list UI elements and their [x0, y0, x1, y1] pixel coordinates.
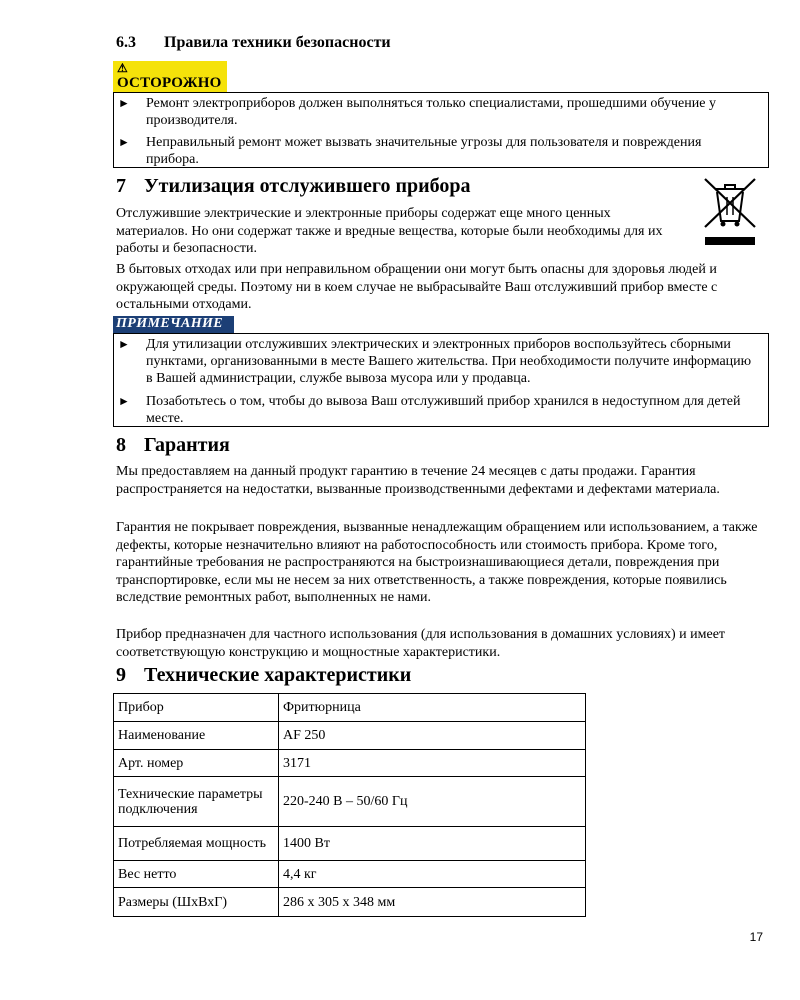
spec-label: Наименование — [114, 722, 279, 750]
caution-badge — [113, 61, 227, 93]
table-row — [114, 888, 586, 917]
spec-value: 3171 — [279, 750, 586, 777]
section-title: Утилизация отслужившего прибора — [144, 175, 471, 197]
disposal-paragraph-2: В бытовых отходах или при неправильном обращении они могут быть опасны для здоровья людей и окружающей среды. Поэтому ни в коем случае не выбрасывайте Ваш отслуживший прибор вместе с остальными отходами. — [116, 262, 718, 312]
spec-table — [113, 693, 586, 917]
section-number: 8 — [116, 434, 126, 456]
warranty-paragraph-2: Гарантия не покрывает повреждения, вызванные ненадлежащим обращением или использованием, а также дефекты, которые незначительно влияют на работоспособность или стоимость прибора. Кроме того, гарантийные требования не распространяются на быстроизнашивающиеся детали, повреждения при транспортировке, если мы не несем за них ответственность, а также повреждения, которые появились вследствие ремонтных работ, выполненных не нами. — [116, 520, 758, 605]
table-row — [114, 722, 586, 750]
spec-label: Прибор — [114, 694, 279, 722]
spec-value: 4,4 кг — [279, 861, 586, 888]
crossed-bin-weee-icon — [701, 175, 759, 247]
spec-label: Арт. номер — [114, 750, 279, 777]
bullet-arrow-icon: ► — [118, 135, 130, 149]
spec-value: 1400 Вт — [279, 827, 586, 861]
table-row — [114, 777, 586, 827]
section-8-heading — [116, 434, 230, 457]
warranty-paragraph-3: Прибор предназначен для частного использования (для использования в домашних условиях) и имеет соответствующую конструкцию и мощностные характеристики. — [116, 627, 726, 660]
section-9-heading — [116, 664, 411, 687]
warranty-paragraph-1: Мы предоставляем на данный продукт гарантию в течение 24 месяцев с даты продажи. Гарантия распространяется на недостатки, вызванные производственными дефектами и дефектами материала. — [116, 464, 720, 497]
section-title: Технические характеристики — [144, 664, 412, 686]
page-number: 17 — [749, 930, 763, 944]
bullet-arrow-icon: ► — [118, 337, 130, 351]
section-number: 7 — [116, 175, 126, 197]
spec-value: AF 250 — [279, 722, 586, 750]
table-row — [114, 750, 586, 777]
spec-label: Потребляемая мощность — [114, 827, 279, 861]
disposal-paragraph-1: Отслужившие электрические и электронные приборы содержат еще много ценных материалов. Но они содержат также и вредные вещества, которые были необходимы для их работы и безопасности. — [116, 206, 663, 256]
bullet-arrow-icon: ► — [118, 394, 130, 408]
section-6-3-heading — [116, 34, 391, 52]
table-row — [114, 827, 586, 861]
section-title: Правила техники безопасности — [164, 34, 391, 51]
note-label: ПРИМЕЧАНИЕ — [116, 316, 224, 331]
section-number: 6.3 — [116, 34, 136, 51]
section-title: Гарантия — [144, 434, 230, 456]
spec-label: Технические параметры подключения — [114, 777, 279, 827]
spec-value: 220-240 В – 50/60 Гц — [279, 777, 586, 827]
spec-value: Фритюрница — [279, 694, 586, 722]
spec-label: Размеры (ШхВхГ) — [114, 888, 279, 917]
spec-label: Вес нетто — [114, 861, 279, 888]
warning-icon: ⚠ — [117, 61, 128, 75]
caution-label: ОСТОРОЖНО — [117, 75, 222, 91]
section-number: 9 — [116, 664, 126, 686]
note-badge — [113, 316, 234, 333]
section-7-heading — [116, 175, 471, 198]
spec-value: 286 x 305 x 348 мм — [279, 888, 586, 917]
bullet-arrow-icon: ► — [118, 96, 130, 110]
table-row — [114, 694, 586, 722]
table-row — [114, 861, 586, 888]
